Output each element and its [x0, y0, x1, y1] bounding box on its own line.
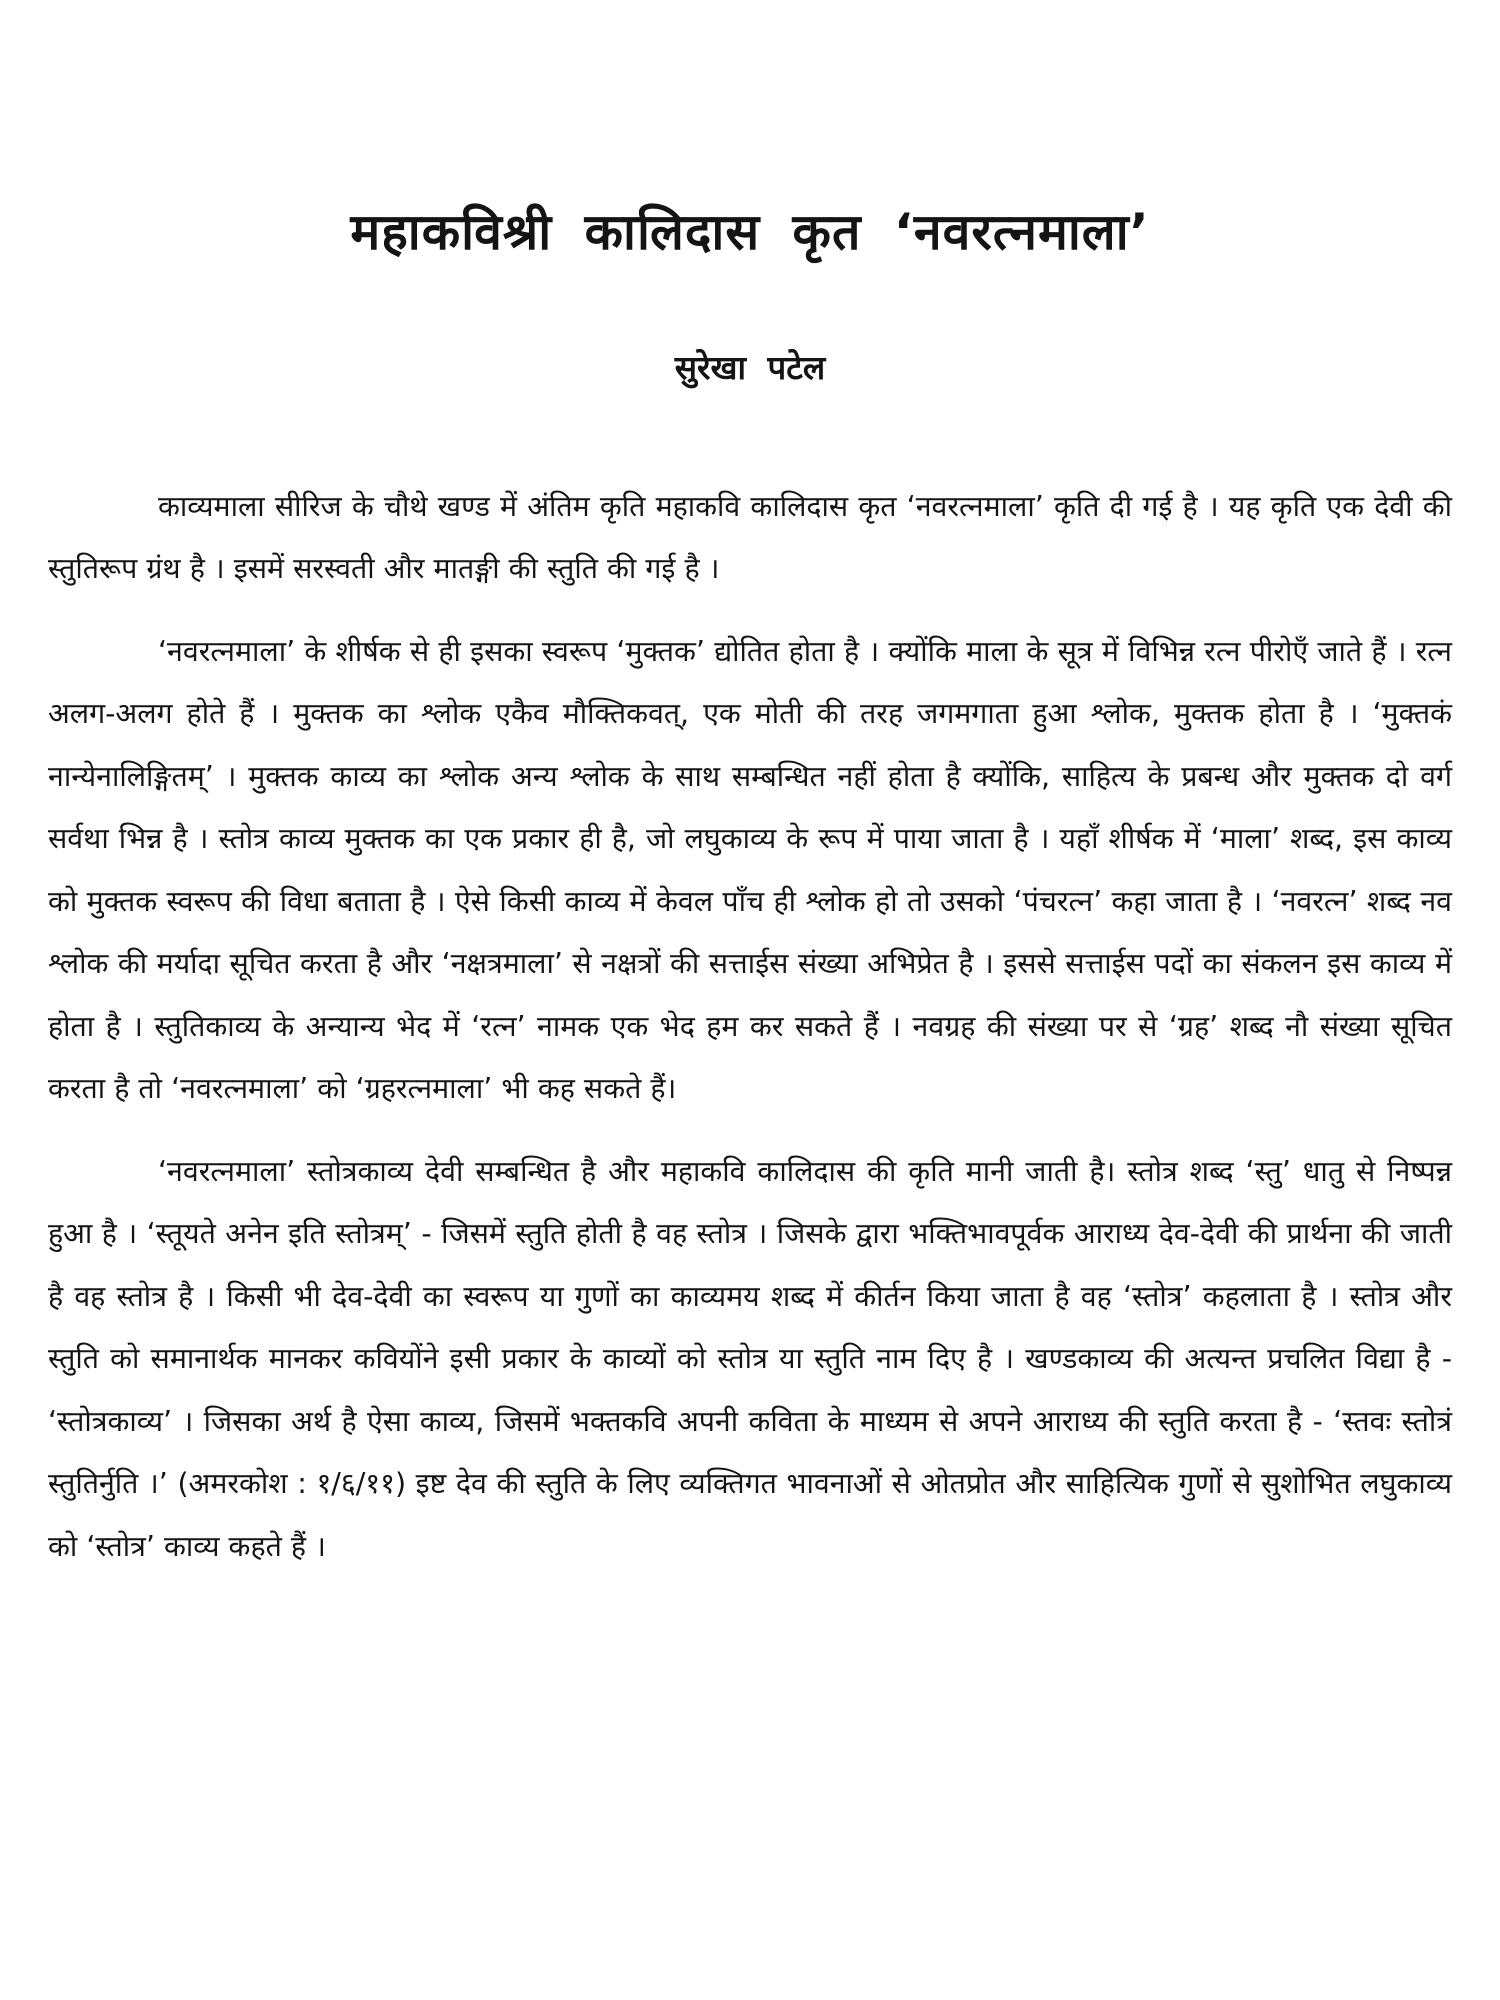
article-title: महाकविश्री कालिदास कृत ‘नवरत्नमाला’ [350, 203, 1150, 261]
article-author: सुरेखा पटेल [674, 348, 826, 387]
paragraph-2: ‘नवरत्नमाला’ के शीर्षक से ही इसका स्वरूप ‘मुक्तक’ द्योतित होता है । क्योंकि माला के सूत्र में विभिन्न रत्न पीरोएँ जाते हैं । रत्न अलग-अलग होते हैं । मुक्तक का श्लोक एकैव मौक्तिकवत्, एक मोती की तरह जगमगाता हुआ श्लोक, मुक्तक होता है । ‘मुक्तकं नान्येनालिङ्गितम्’ । मुक्तक काव्य का श्लोक अन्य श्लोक के साथ सम्बन्धित नहीं होता है क्योंकि, साहित्य के प्रबन्ध और मुक्तक दो वर्ग सर्वथा भिन्न है । स्तोत्र काव्य मुक्तक का एक प्रकार ही है, जो लघुकाव्य के रूप में पाया जाता है । यहाँ शीर्षक में ‘माला’ शब्द, इस काव्य को मुक्तक स्वरूप की विधा बताता है । ऐसे किसी काव्य में केवल पाँच ही श्लोक हो तो उसको ‘पंचरत्न’ कहा जाता है । ‘नवरत्न’ शब्द नव श्लोक की मर्यादा सूचित करता है और ‘नक्षत्रमाला’ से नक्षत्रों की सत्ताईस संख्या अभिप्रेत है । इससे सत्ताईस पदों का संकलन इस काव्य में होता है । स्तुतिकाव्य के अन्यान्य भेद में ‘रत्न’ नामक एक भेद हम कर सकते हैं । नवग्रह की संख्या पर से ‘ग्रह’ शब्द नौ संख्या सूचित करता है तो ‘नवरत्नमाला’ को ‘ग्रहरत्नमाला’ भी कह सकते हैं। [48, 634, 1452, 1106]
paragraph-3: ‘नवरत्नमाला’ स्तोत्रकाव्य देवी सम्बन्धित है और महाकवि कालिदास की कृति मानी जाती है। स्तोत्र शब्द ‘स्तु’ धातु से निष्पन्न हुआ है । ‘स्तूयते अनेन इति स्तोत्रम्’ - जिसमें स्तुति होती है वह स्तोत्र । जिसके द्वारा भक्तिभावपूर्वक आराध्य देव-देवी की प्रार्थना की जाती है वह स्तोत्र है । किसी भी देव-देवी का स्वरूप या गुणों का काव्यमय शब्द में कीर्तन किया जाता है वह ‘स्तोत्र’ कहलाता है । स्तोत्र और स्तुति को समानार्थक मानकर कवियोंने इसी प्रकार के काव्यों को स्तोत्र या स्तुति नाम दिए है । खण्डकाव्य की अत्यन्त प्रचलित विद्या है - ‘स्तोत्रकाव्य’ । जिसका अर्थ है ऐसा काव्य, जिसमें भक्तकवि अपनी कविता के माध्यम से अपने आराध्य की स्तुति करता है - ‘स्तवः स्तोत्रं स्तुतिर्नुति ।’ (अमरकोश : १/६/११) इष्ट देव की स्तुति के लिए व्यक्तिगत भावनाओं से ओतप्रोत और साहित्यिक गुणों से सुशोभित लघुकाव्य को ‘स्तोत्र’ काव्य कहते हैं । [48, 1154, 1452, 1563]
paragraph-1: काव्यमाला सीरिज के चौथे खण्ड में अंतिम कृति महाकवि कालिदास कृत ‘नवरत्नमाला’ कृति दी गई है । यह कृति एक देवी की स्तुतिरूप ग्रंथ है । इसमें सरस्वती और मातङ्गी की स्तुति की गई है । [48, 489, 1452, 586]
article-body [48, 476, 1452, 1579]
